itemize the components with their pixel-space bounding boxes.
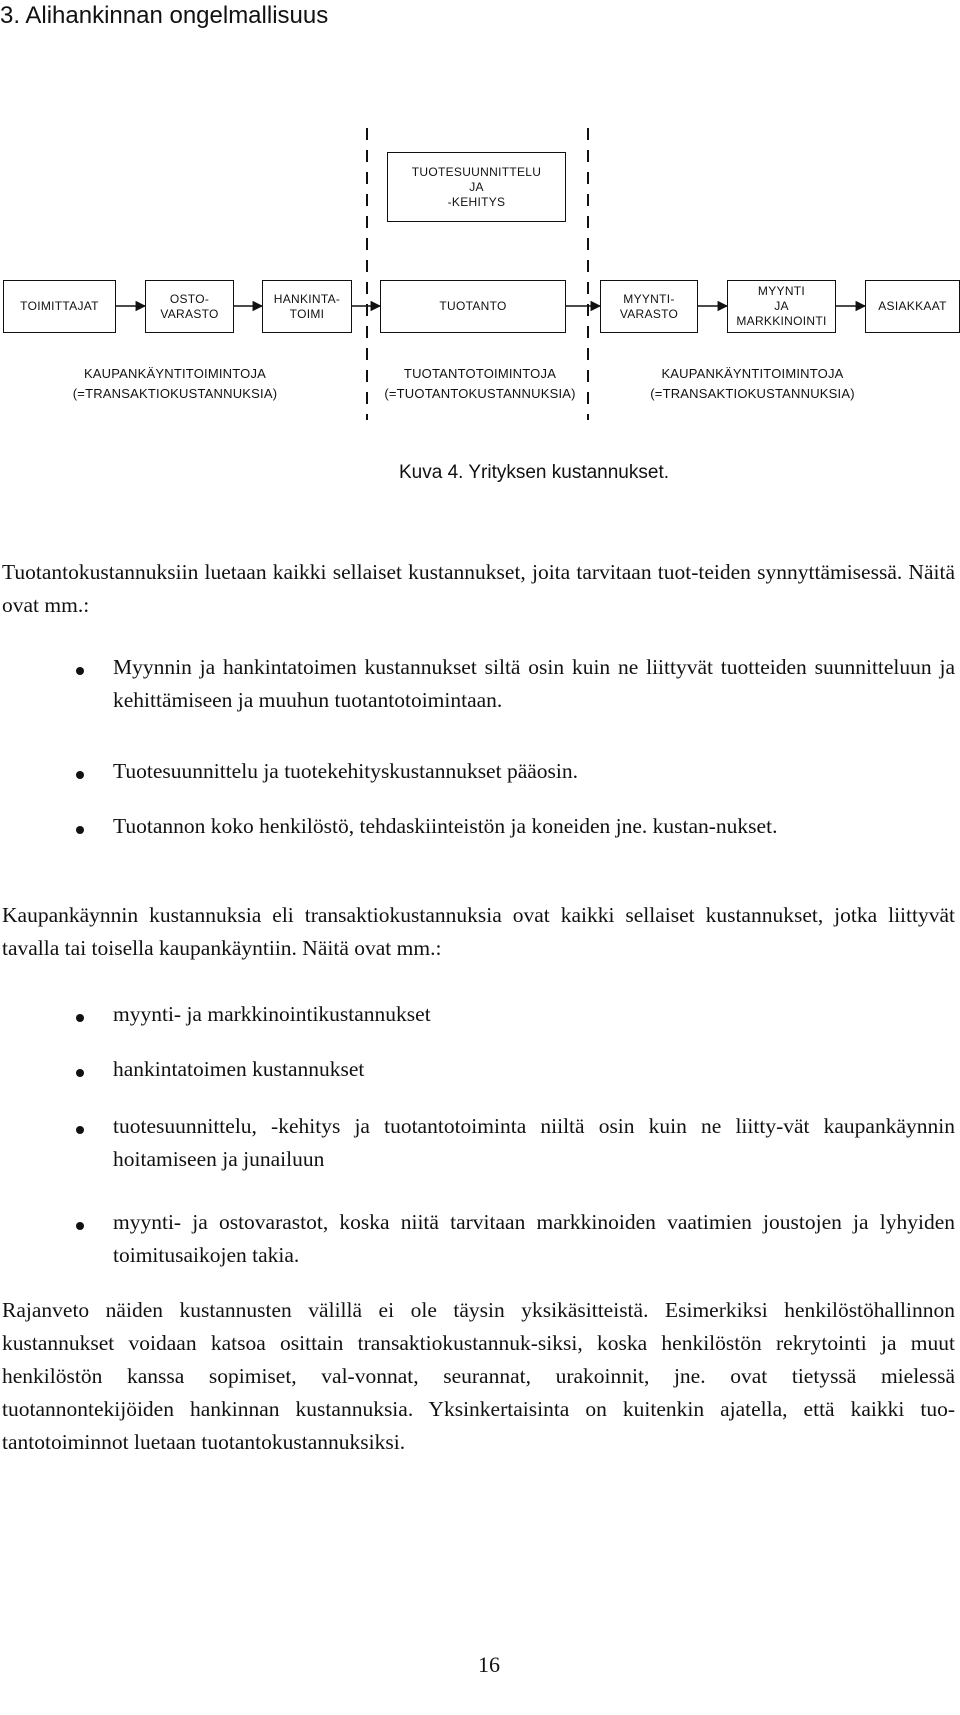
bullet-dot <box>76 1069 84 1077</box>
box-tuotanto: TUOTANTO <box>380 280 566 333</box>
box-asiakkaat: ASIAKKAAT <box>865 280 960 333</box>
bullet-dot <box>76 771 84 779</box>
box-ostovarasto: OSTO- VARASTO <box>145 280 234 333</box>
bullet-dot <box>76 826 84 834</box>
list-item: Myynnin ja hankintatoimen kustannukset siltä osin kuin ne liittyvät tuotteiden suunnitteluun ja kehittämiseen ja muuhun tuotantotoimintaan. <box>113 655 955 712</box>
bullet-dot <box>76 667 84 675</box>
page-number: 16 <box>478 1652 500 1677</box>
box-toimittajat: TOIMITTAJAT <box>3 280 116 333</box>
label-production-costs: TUOTANTOTOIMINTOJA (=TUOTANTOKUSTANNUKSIA) <box>384 366 576 401</box>
list-item: hankintatoimen kustannukset <box>113 1057 365 1081</box>
label-transaction-costs-right: KAUPANKÄYNTITOIMINTOJA (=TRANSAKTIOKUSTANNUKSIA) <box>650 366 855 401</box>
bullet-dot <box>76 1126 84 1134</box>
box-myyntivarasto: MYYNTI- VARASTO <box>600 280 698 333</box>
section-heading: 3. Alihankinnan ongelmallisuus <box>0 2 329 29</box>
bullet-dot <box>76 1014 84 1022</box>
list-item: Tuotannon koko henkilöstö, tehdaskiinteistön ja koneiden jne. kustan-nukset. <box>113 814 778 838</box>
label-transaction-costs-left: KAUPANKÄYNTITOIMINTOJA (=TRANSAKTIOKUSTANNUKSIA) <box>72 366 278 401</box>
figure-caption: Kuva 4. Yrityksen kustannukset. <box>398 462 670 483</box>
cost-flow-diagram <box>0 0 960 430</box>
list-item: tuotesuunnittelu, -kehitys ja tuotantotoiminta niiltä osin kuin ne liitty-vät kaupankäynnin hoitamiseen ja junailuun <box>113 1114 955 1171</box>
paragraph-production-costs: Tuotantokustannuksiin luetaan kaikki sellaiset kustannukset, joita tarvitaan tuot-teiden synnyttämisessä. Näitä ovat mm.: <box>2 560 955 617</box>
paragraph-cost-boundary: Rajanveto näiden kustannusten välillä ei ole täysin yksikäsitteistä. Esimerkiksi henkilöstöhallinnon kustannukset voidaan katsoa osittain transaktiokustannuk-siksi, koska henkilöstön rekrytointi ja muut henkilöstön kanssa sopimiset, val-vonnat, seurannat, urakoinnit, jne. ovat tietyssä mielessä tuotannontekijöiden hankinnan kustannuksia. Yksinkertaisinta on kuitenkin ajatella, että kaikki tuo-tantotoiminnot luetaan tuotantokustannuksiksi. <box>2 1298 955 1454</box>
bullet-dot <box>76 1222 84 1230</box>
box-tuotesuunnittelu: TUOTESUUNNITTELU JA -KEHITYS <box>387 152 566 222</box>
list-item: Tuotesuunnittelu ja tuotekehityskustannukset pääosin. <box>113 759 579 783</box>
list-item: myynti- ja ostovarastot, koska niitä tarvitaan markkinoiden vaatimien joustojen ja lyhyiden toimitusaikojen takia. <box>113 1210 955 1267</box>
box-hankintatoimi: HANKINTA- TOIMI <box>262 280 352 333</box>
list-item: myynti- ja markkinointikustannukset <box>113 1002 431 1026</box>
box-myynti-markkinointi: MYYNTI JA MARKKINOINTI <box>727 280 836 333</box>
paragraph-transaction-costs: Kaupankäynnin kustannuksia eli transaktiokustannuksia ovat kaikki sellaiset kustannukset, jotka liittyvät tavalla tai toisella kaupankäyntiin. Näitä ovat mm.: <box>2 903 955 960</box>
